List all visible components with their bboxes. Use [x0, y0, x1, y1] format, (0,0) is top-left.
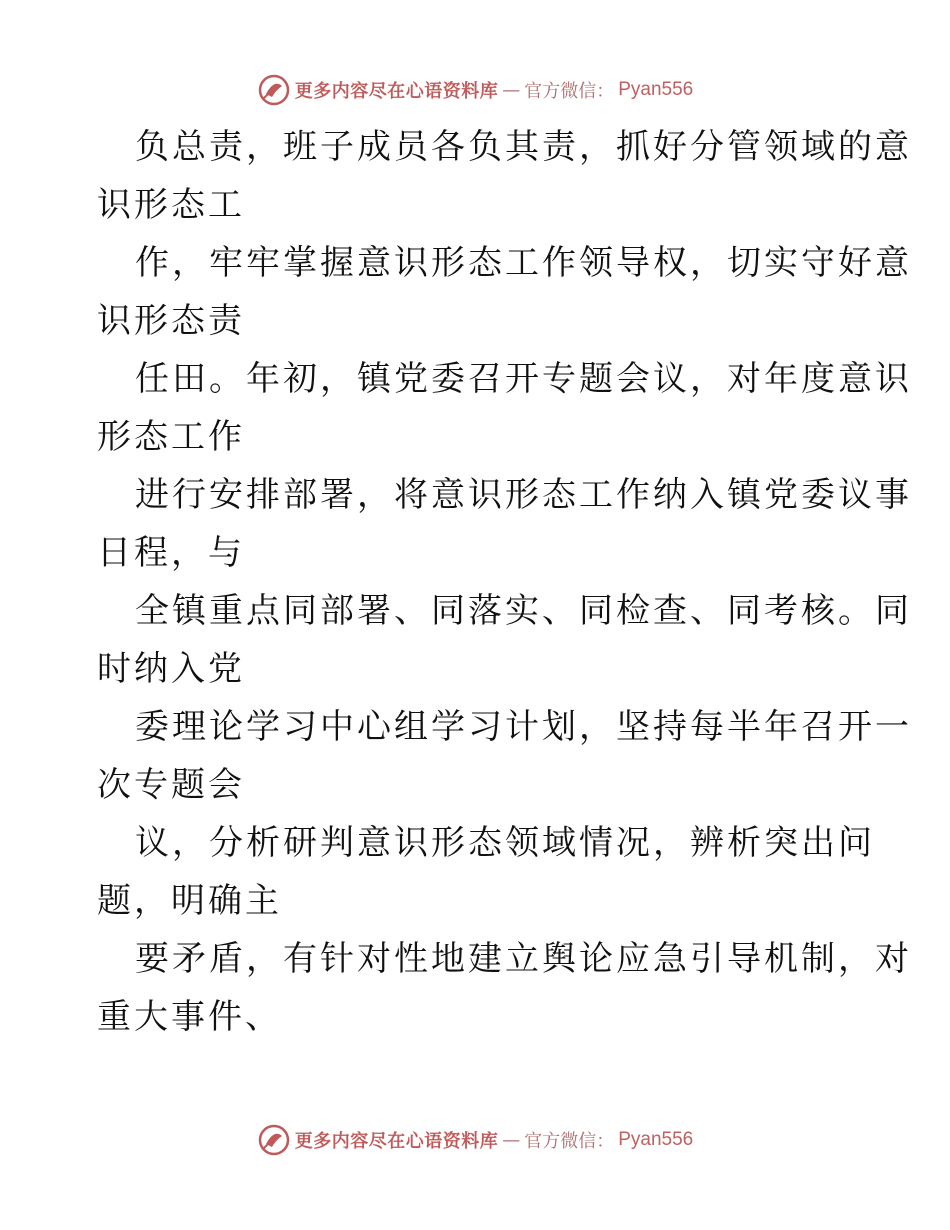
book-heart-logo-icon [257, 73, 291, 107]
paragraph-line: 形态工作 [97, 417, 245, 457]
watermark-wechat-label: 官方微信： [524, 81, 615, 102]
paragraph-4 [97, 466, 912, 582]
watermark-separator: — [502, 1129, 521, 1151]
paragraph-line: 次专题会 [97, 765, 245, 805]
paragraph-8 [97, 930, 912, 1046]
watermark-wechat-label: 官方微信： [524, 1131, 615, 1152]
paragraph-line: 日程，与 [97, 533, 245, 573]
paragraph-5 [97, 582, 912, 698]
paragraph-line: 识形态工 [97, 185, 245, 225]
paragraph-line: 重大事件、 [97, 997, 282, 1037]
header-watermark [0, 73, 950, 107]
document-body [97, 118, 912, 1046]
paragraph-line: 任田。年初，镇党委召开专题会议，对年度意识 [135, 359, 912, 399]
paragraph-6 [97, 698, 912, 814]
paragraph-line: 进行安排部署，将意识形态工作纳入镇党委议事 [135, 475, 912, 515]
book-heart-logo-icon [257, 1123, 291, 1157]
paragraph-line: 作，牢牢掌握意识形态工作领导权，切实守好意 [135, 243, 912, 283]
footer-watermark [0, 1123, 950, 1157]
paragraph-line: 识形态责 [97, 301, 245, 341]
paragraph-line: 议，分析研判意识形态领域情况，辨析突出问 [135, 823, 875, 863]
paragraph-line: 委理论学习中心组学习计划，坚持每半年召开一 [135, 707, 912, 747]
paragraph-line: 要矛盾，有针对性地建立舆论应急引导机制，对 [135, 939, 912, 979]
watermark-wechat-id: Pyan556 [618, 79, 694, 100]
paragraph-line: 题，明确主 [97, 881, 282, 921]
paragraph-3 [97, 350, 912, 466]
paragraph-2 [97, 234, 912, 350]
watermark-wechat-id: Pyan556 [618, 1129, 694, 1150]
paragraph-line: 全镇重点同部署、同落实、同检查、同考核。同 [135, 591, 912, 631]
paragraph-line: 时纳入党 [97, 649, 245, 689]
paragraph-7 [97, 814, 875, 930]
paragraph-1 [97, 118, 912, 234]
paragraph-line: 负总责，班子成员各负其责，抓好分管领域的意 [135, 127, 912, 167]
watermark-brand: 更多内容尽在心语资料库 [294, 1131, 499, 1152]
watermark-separator: — [502, 79, 521, 101]
watermark-brand: 更多内容尽在心语资料库 [294, 81, 499, 102]
